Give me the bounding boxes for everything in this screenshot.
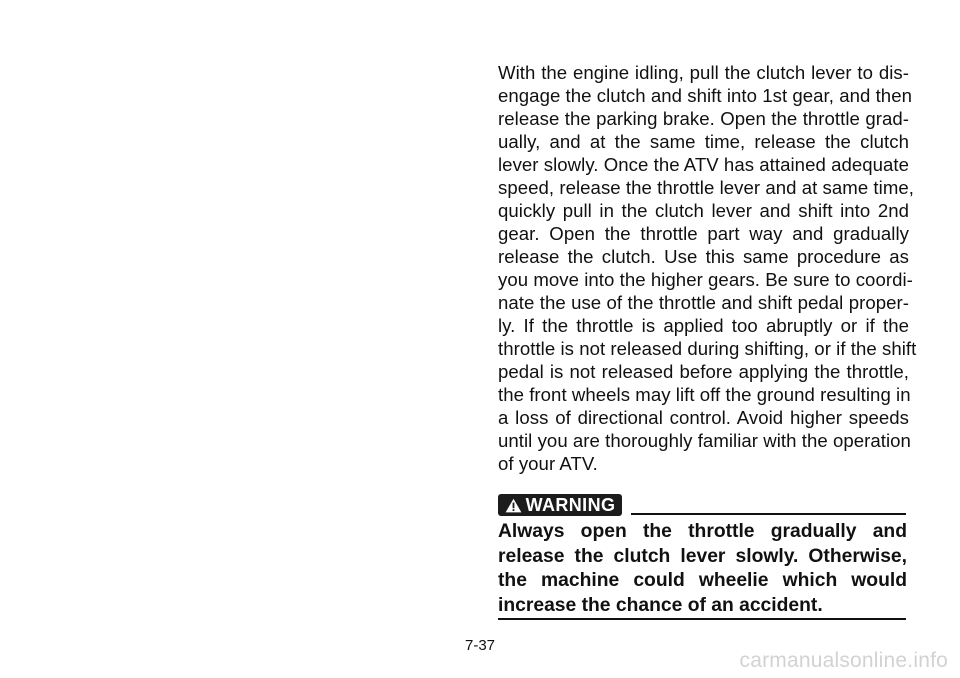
body-line: release the clutch. Use this same procedure as — [498, 246, 909, 267]
body-line: engage the clutch and shift into 1st gear, and then — [498, 85, 912, 106]
body-paragraph — [498, 61, 917, 475]
body-line: With the engine idling, pull the clutch lever to dis- — [498, 62, 909, 83]
warning-end-divider — [498, 618, 906, 620]
warning-line: the machine could wheelie which would — [498, 570, 907, 591]
body-line: speed, release the throttle lever and at same time, — [498, 177, 914, 198]
body-line: throttle is not released during shifting, or if the shift — [498, 338, 917, 359]
body-line: nate the use of the throttle and shift pedal proper- — [498, 292, 909, 313]
body-line: gear. Open the throttle part way and gradually — [498, 223, 909, 244]
body-line: a loss of directional control. Avoid higher speeds — [498, 407, 909, 428]
body-line: until you are thoroughly familiar with the operation — [498, 430, 911, 451]
warning-divider — [631, 513, 906, 515]
warning-badge — [498, 494, 622, 516]
warning-label: WARNING — [525, 495, 616, 515]
page-number: 7-37 — [464, 637, 496, 654]
body-line: quickly pull in the clutch lever and shift into 2nd — [498, 200, 909, 221]
warning-header — [498, 494, 906, 518]
watermark: carmanualsonline.info — [739, 649, 948, 672]
warning-text — [498, 520, 907, 618]
body-line: lever slowly. Once the ATV has attained adequate — [498, 154, 910, 175]
body-line: of your ATV. — [498, 453, 598, 474]
body-line: ually, and at the same time, release the clutch — [498, 131, 909, 152]
body-line: you move into the higher gears. Be sure to coordi- — [498, 269, 913, 290]
body-line: ly. If the throttle is applied too abruptly or if the — [498, 315, 909, 336]
warning-line: release the clutch lever slowly. Otherwise, — [498, 545, 907, 567]
warning-line: increase the chance of an accident. — [498, 594, 823, 616]
warning-line: Always open the throttle gradually and — [498, 521, 907, 542]
body-line: the front wheels may lift off the ground resulting in — [498, 384, 911, 405]
body-line: release the parking brake. Open the throttle grad- — [498, 108, 909, 129]
warning-triangle-icon — [505, 498, 522, 513]
body-line: pedal is not released before applying the throttle, — [498, 361, 909, 382]
